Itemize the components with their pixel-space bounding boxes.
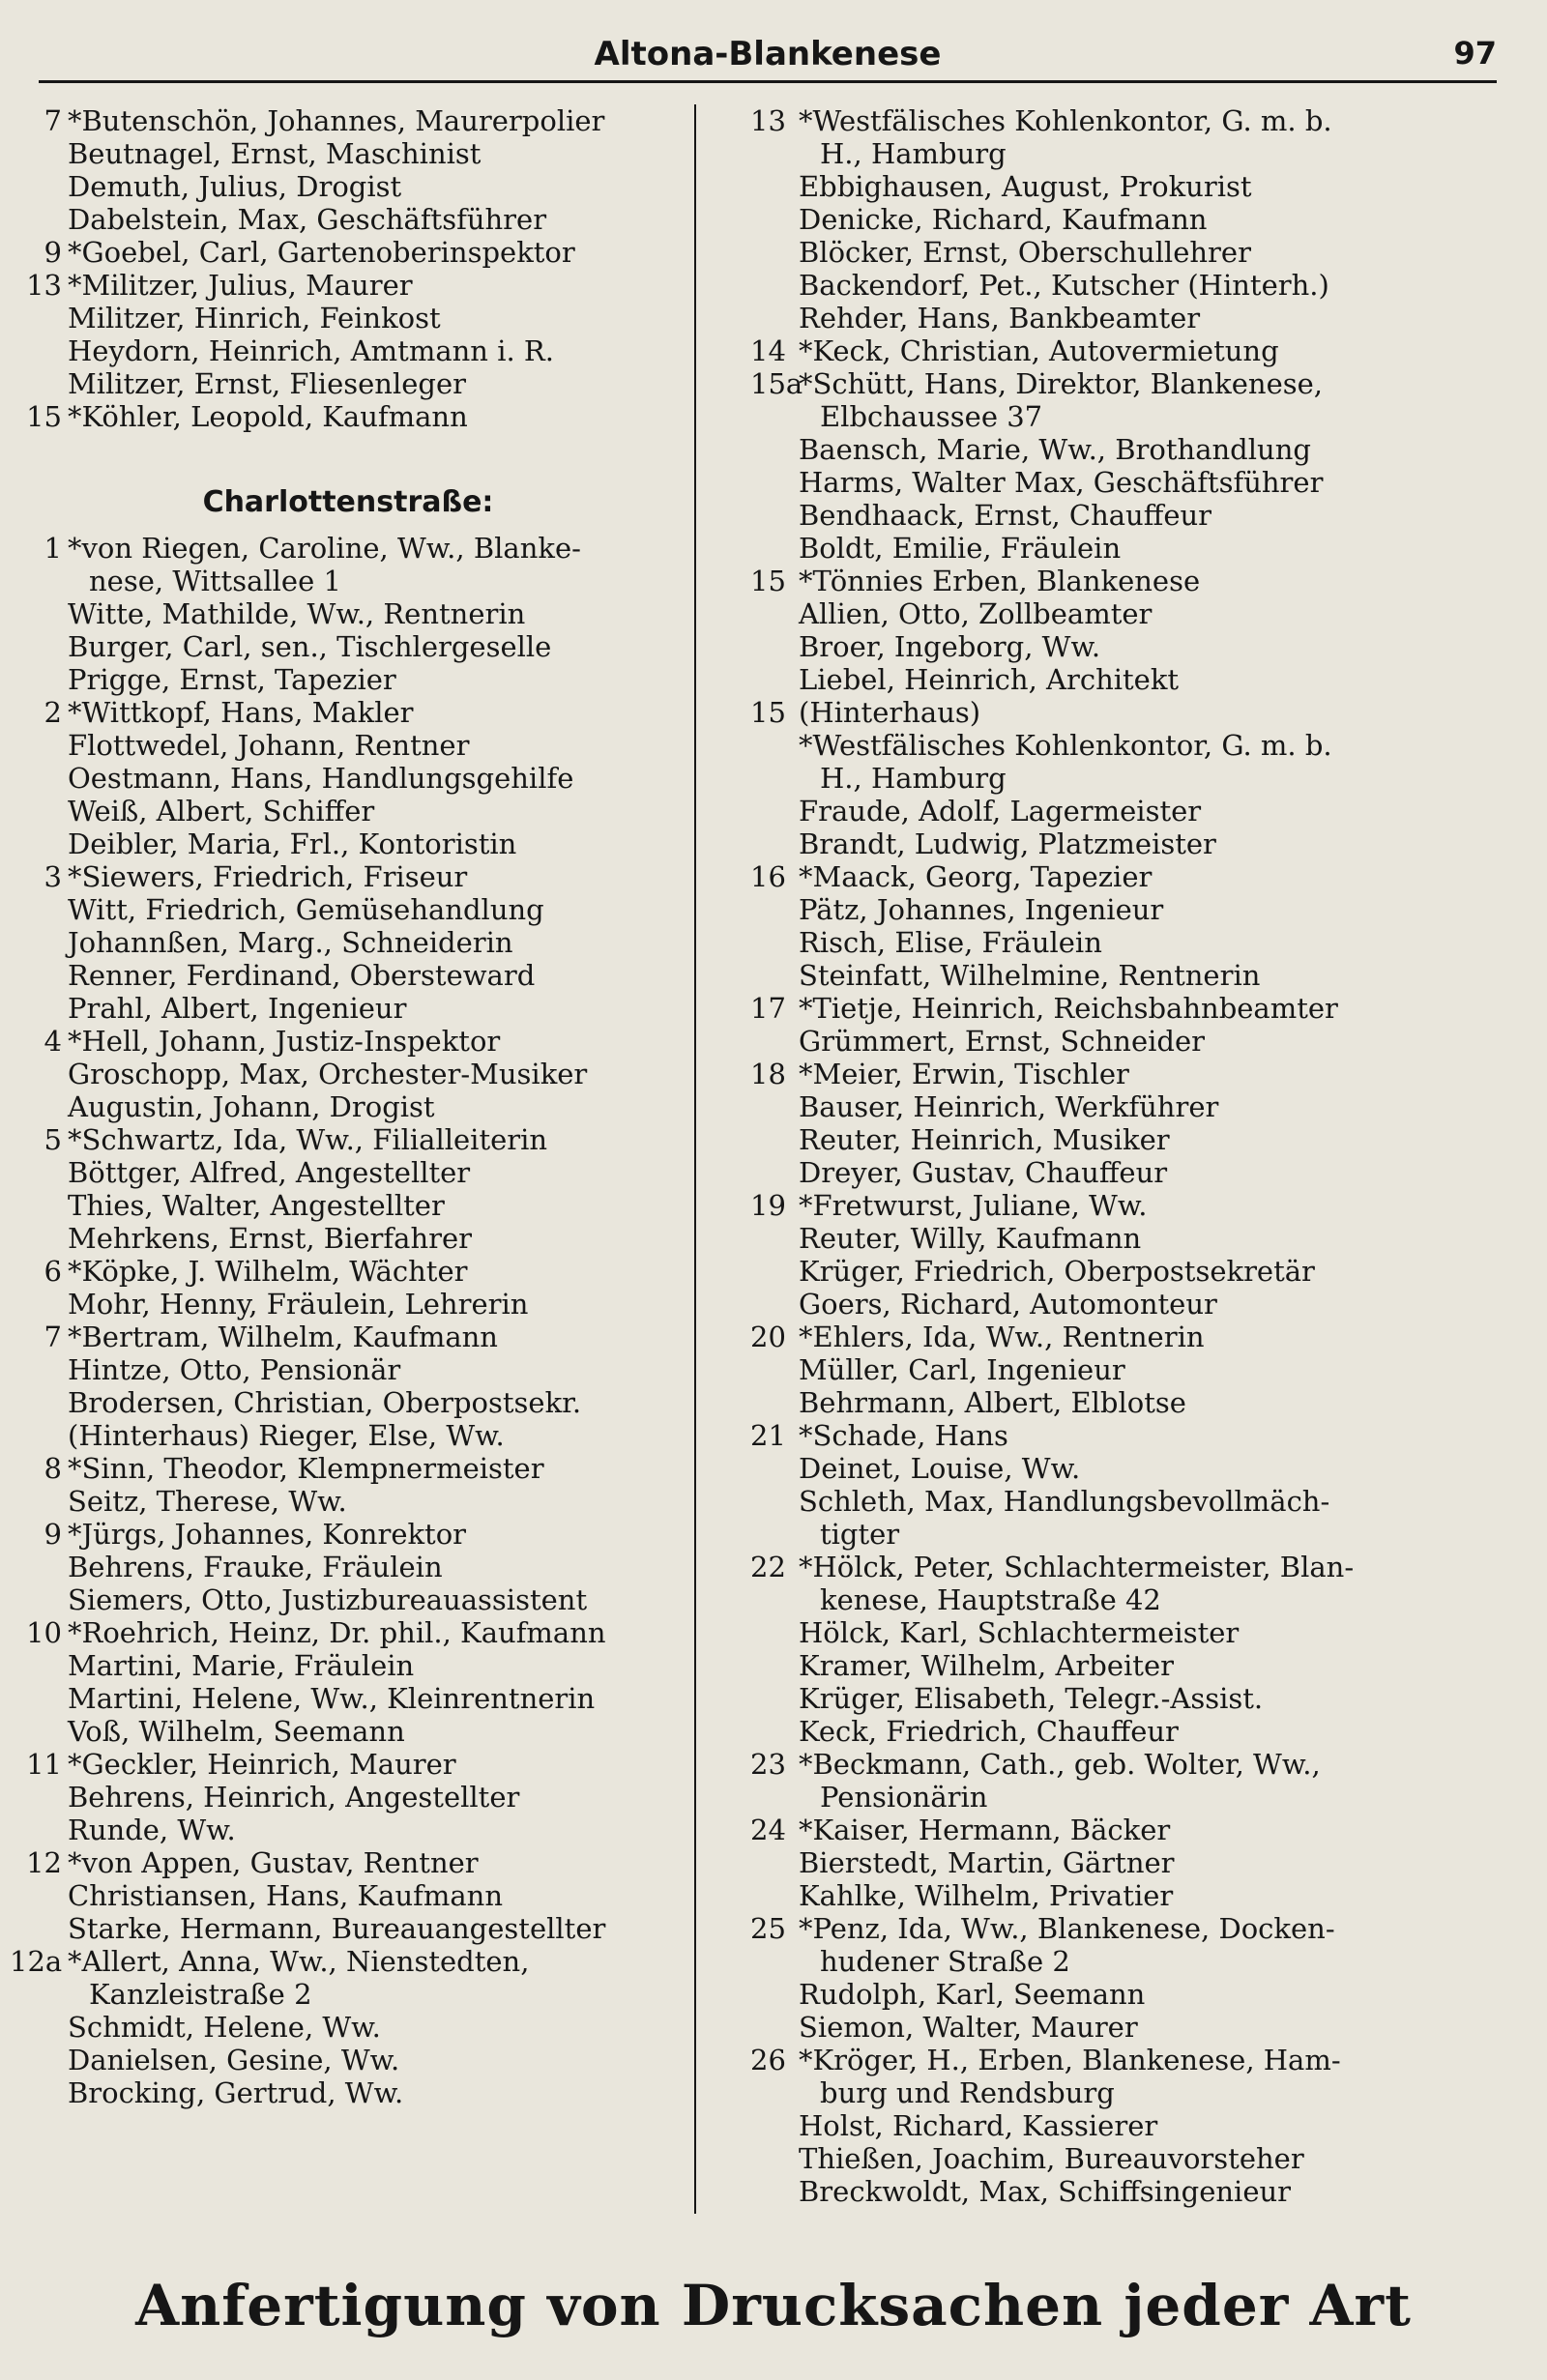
resident-text: Martini, Marie, Fräulein [68,1649,415,1682]
house-number: 25 [750,1912,786,1945]
resident-text: Brandt, Ludwig, Platzmeister [799,827,1216,860]
resident-text: Hintze, Otto, Pensionär [68,1353,401,1386]
directory-entry [712,499,1514,532]
resident-text: *Bertram, Wilhelm, Kaufmann [68,1321,498,1353]
directory-entry [712,1386,1514,1419]
directory-entry-house [10,1321,686,1353]
directory-entry [712,400,1514,433]
directory-entry-house [10,1846,686,1879]
column-divider [694,104,696,2214]
resident-text: *Siewers, Friedrich, Friseur [68,860,468,893]
resident-text: nese, Wittsallee 1 [89,565,341,597]
resident-text: Rudolph, Karl, Seemann [799,1978,1146,2011]
resident-text: *Militzer, Julius, Maurer [68,269,413,302]
directory-entry [712,269,1514,302]
directory-entry-house [712,696,1514,729]
directory-entry [10,1419,686,1452]
directory-entry [712,1649,1514,1682]
right-column [712,104,1514,2231]
directory-entry [10,302,686,334]
directory-entry [712,2109,1514,2142]
street-heading: Charlottenstraße: [202,485,494,519]
resident-text: Backendorf, Pet., Kutscher (Hinterh.) [799,269,1329,302]
resident-text: Behrens, Frauke, Fräulein [68,1551,443,1583]
resident-text: H., Hamburg [820,762,1007,795]
resident-text: Deinet, Louise, Ww. [799,1452,1081,1485]
resident-text: Steinfatt, Wilhelmine, Rentnerin [799,959,1261,992]
house-number: 22 [750,1551,786,1583]
directory-entry-house [10,860,686,893]
house-number: 6 [44,1255,62,1288]
directory-entry [10,1090,686,1123]
directory-entry [712,1518,1514,1551]
resident-text: Renner, Ferdinand, Obersteward [68,959,536,992]
resident-text: Siemon, Walter, Maurer [799,2011,1138,2044]
resident-text: Böttger, Alfred, Angestellter [68,1156,471,1189]
resident-text: burg und Rendsburg [820,2076,1115,2109]
directory-entry [712,203,1514,236]
resident-text: *Beckmann, Cath., geb. Wolter, Ww., [799,1748,1321,1781]
directory-entry [712,597,1514,630]
resident-text: Brocking, Gertrud, Ww. [68,2076,404,2109]
house-number: 3 [44,860,62,893]
resident-text: *Geckler, Heinrich, Maurer [68,1748,456,1781]
directory-entry-house [712,860,1514,893]
resident-text: *Meier, Erwin, Tischler [799,1058,1129,1090]
house-number: 7 [44,1321,62,1353]
house-number: 19 [750,1189,786,1222]
directory-entry [10,1879,686,1912]
directory-entry-house [10,696,686,729]
directory-entry [712,2175,1514,2208]
directory-entry [10,334,686,367]
directory-entry [10,1781,686,1814]
house-number: 10 [26,1616,62,1649]
directory-entry-house [712,367,1514,400]
directory-entry-house [10,1025,686,1058]
directory-entry-house [712,104,1514,137]
directory-entry [712,762,1514,795]
directory-entry [712,137,1514,170]
resident-text: Runde, Ww. [68,1814,236,1846]
resident-text: Augustin, Johann, Drogist [68,1090,435,1123]
directory-entry [712,1255,1514,1288]
house-number: 18 [750,1058,786,1090]
resident-text: *Hell, Johann, Justiz-Inspektor [68,1025,501,1058]
resident-text: Kahlke, Wilhelm, Privatier [799,1879,1174,1912]
resident-text: *Penz, Ida, Ww., Blankenese, Docken- [799,1912,1335,1945]
directory-entry [712,1945,1514,1978]
resident-text: Prahl, Albert, Ingenieur [68,992,407,1025]
resident-text: Liebel, Heinrich, Architekt [799,663,1180,696]
directory-entry [712,959,1514,992]
resident-text: Holst, Richard, Kassierer [799,2109,1158,2142]
directory-entry [10,2076,686,2109]
resident-text: Bauser, Heinrich, Werkführer [799,1090,1219,1123]
directory-entry-house [712,1419,1514,1452]
directory-entry [10,1814,686,1846]
directory-entry [10,630,686,663]
house-number: 24 [750,1814,786,1846]
directory-entry [712,466,1514,499]
resident-text: Goers, Richard, Automonteur [799,1288,1217,1321]
resident-text: Dreyer, Gustav, Chauffeur [799,1156,1168,1189]
directory-entry [712,795,1514,827]
directory-entry [712,1090,1514,1123]
directory-entry-house [10,269,686,302]
resident-text: Dabelstein, Max, Geschäftsführer [68,203,547,236]
directory-entry [712,1978,1514,2011]
house-number: 14 [750,334,786,367]
directory-entry [10,1189,686,1222]
resident-text: Schmidt, Helene, Ww. [68,2011,381,2044]
resident-text: Siemers, Otto, Justizbureauassistent [68,1583,588,1616]
directory-entry [712,1485,1514,1518]
house-number: 15a [750,367,803,400]
resident-text: Krüger, Elisabeth, Telegr.-Assist. [799,1682,1264,1715]
directory-entry [712,170,1514,203]
resident-text: Rehder, Hans, Bankbeamter [799,302,1201,334]
directory-entry-house [10,236,686,269]
house-number: 2 [44,696,62,729]
resident-text: *Tönnies Erben, Blankenese [799,565,1201,597]
resident-text: Danielsen, Gesine, Ww. [68,2044,400,2076]
directory-entry [10,1386,686,1419]
house-number: 16 [750,860,786,893]
resident-text: Hölck, Karl, Schlachtermeister [799,1616,1240,1649]
directory-entry [712,1353,1514,1386]
directory-entry-house [712,565,1514,597]
directory-entry [10,1978,686,2011]
directory-entry [10,565,686,597]
directory-entry [10,762,686,795]
resident-text: Schleth, Max, Handlungsbevollmäch- [799,1485,1330,1518]
resident-text: *Köpke, J. Wilhelm, Wächter [68,1255,468,1288]
directory-entry [712,236,1514,269]
resident-text: *Hölck, Peter, Schlachtermeister, Blan- [799,1551,1355,1583]
resident-text: Blöcker, Ernst, Oberschullehrer [799,236,1251,269]
directory-entry [712,1583,1514,1616]
directory-entry [10,926,686,959]
house-number: 9 [44,1518,62,1551]
directory-entry [712,1123,1514,1156]
directory-entry-house [10,1518,686,1551]
resident-text: *Tietje, Heinrich, Reichsbahnbeamter [799,992,1338,1025]
directory-entry [10,203,686,236]
directory-entry [712,893,1514,926]
house-number: 5 [44,1123,62,1156]
directory-entry [10,1551,686,1583]
resident-text: Weiß, Albert, Schiffer [68,795,375,827]
directory-entry-house [10,104,686,137]
directory-entry [712,532,1514,565]
resident-text: Christiansen, Hans, Kaufmann [68,1879,504,1912]
directory-entry-house [10,400,686,433]
resident-text: hudener Straße 2 [820,1945,1070,1978]
resident-text: Behrmann, Albert, Elblotse [799,1386,1186,1419]
house-number: 13 [750,104,786,137]
resident-text: Grümmert, Ernst, Schneider [799,1025,1205,1058]
directory-entry [10,1485,686,1518]
resident-text: *Roehrich, Heinz, Dr. phil., Kaufmann [68,1616,606,1649]
directory-entry [10,1288,686,1321]
house-number: 12a [10,1945,63,1978]
resident-text: Denicke, Richard, Kaufmann [799,203,1208,236]
directory-entry [10,827,686,860]
resident-text: Seitz, Therese, Ww. [68,1485,347,1518]
resident-text: Brodersen, Christian, Oberpostsekr. [68,1386,582,1419]
directory-entry [10,597,686,630]
resident-text: Thießen, Joachim, Bureauvorsteher [799,2142,1304,2175]
directory-entry-house [712,334,1514,367]
resident-text: Kramer, Wilhelm, Arbeiter [799,1649,1174,1682]
resident-text: *Schade, Hans [799,1419,1008,1452]
resident-text: Pätz, Johannes, Ingenieur [799,893,1164,926]
directory-entry [712,630,1514,663]
directory-entry [712,1616,1514,1649]
resident-text: Broer, Ingeborg, Ww. [799,630,1101,663]
resident-text: Baensch, Marie, Ww., Brothandlung [799,433,1311,466]
resident-text: Mohr, Henny, Fräulein, Lehrerin [68,1288,529,1321]
directory-entry [712,729,1514,762]
resident-text: Demuth, Julius, Drogist [68,170,402,203]
resident-text: Allien, Otto, Zollbeamter [799,597,1153,630]
directory-entry [712,1288,1514,1321]
resident-text: (Hinterhaus) [799,696,981,729]
directory-entry [712,827,1514,860]
directory-entry [10,1649,686,1682]
resident-text: *von Riegen, Caroline, Ww., Blanke- [68,532,581,565]
directory-entry [712,2076,1514,2109]
directory-entry [712,1156,1514,1189]
resident-text: Flottwedel, Johann, Rentner [68,729,470,762]
directory-entry [712,2142,1514,2175]
directory-entry-house [712,1551,1514,1583]
resident-text: Beutnagel, Ernst, Maschinist [68,137,482,170]
resident-text: *Kröger, H., Erben, Blankenese, Ham- [799,2044,1341,2076]
directory-entry-house [712,1748,1514,1781]
resident-text: Starke, Hermann, Bureauangestellter [68,1912,606,1945]
resident-text: *Sinn, Theodor, Klempnermeister [68,1452,544,1485]
resident-text: (Hinterhaus) Rieger, Else, Ww. [68,1419,505,1452]
resident-text: Bendhaack, Ernst, Chauffeur [799,499,1212,532]
resident-text: Oestmann, Hans, Handlungsgehilfe [68,762,574,795]
resident-text: Breckwoldt, Max, Schiffsingenieur [799,2175,1292,2208]
house-number: 4 [44,1025,62,1058]
directory-entry-house [10,532,686,565]
resident-text: Mehrkens, Ernst, Bierfahrer [68,1222,473,1255]
directory-entry [10,367,686,400]
house-number: 26 [750,2044,786,2076]
resident-text: Reuter, Willy, Kaufmann [799,1222,1142,1255]
house-number: 15 [26,400,62,433]
resident-text: Prigge, Ernst, Tapezier [68,663,396,696]
resident-text: Groschopp, Max, Orchester-Musiker [68,1058,588,1090]
resident-text: *Wittkopf, Hans, Makler [68,696,414,729]
house-number: 1 [44,532,62,565]
directory-entry [712,433,1514,466]
resident-text: Elbchaussee 37 [820,400,1043,433]
directory-entry-house [712,1912,1514,1945]
left-column [10,104,686,2231]
resident-text: *Westfälisches Kohlenkontor, G. m. b. [799,729,1332,762]
directory-entry [10,1682,686,1715]
directory-entry [712,2011,1514,2044]
directory-entry [712,302,1514,334]
directory-entry [712,1222,1514,1255]
resident-text: Militzer, Ernst, Fliesenleger [68,367,466,400]
resident-text: *Allert, Anna, Ww., Nienstedten, [68,1945,530,1978]
resident-text: Heydorn, Heinrich, Amtmann i. R. [68,334,554,367]
resident-text: Ebbighausen, August, Prokurist [799,170,1252,203]
resident-text: *Ehlers, Ida, Ww., Rentnerin [799,1321,1205,1353]
house-number: 20 [750,1321,786,1353]
house-number: 7 [44,104,62,137]
directory-entry [10,170,686,203]
directory-entry [712,1715,1514,1748]
resident-text: Martini, Helene, Ww., Kleinrentnerin [68,1682,596,1715]
directory-entry [10,663,686,696]
header-rule [39,80,1497,83]
directory-entry [712,1025,1514,1058]
resident-text: Boldt, Emilie, Fräulein [799,532,1122,565]
directory-entry-house [10,1123,686,1156]
page-header [39,29,1497,83]
directory-entry [10,729,686,762]
resident-text: *Fretwurst, Juliane, Ww. [799,1189,1148,1222]
directory-entry [10,1715,686,1748]
directory-entry [10,2011,686,2044]
resident-text: Witte, Mathilde, Ww., Rentnerin [68,597,526,630]
resident-text: Burger, Carl, sen., Tischlergeselle [68,630,552,663]
directory-entry [10,1058,686,1090]
resident-text: H., Hamburg [820,137,1007,170]
directory-entry [10,992,686,1025]
resident-text: tigter [820,1518,900,1551]
house-number: 21 [750,1419,786,1452]
resident-text: *Butenschön, Johannes, Maurerpolier [68,104,605,137]
resident-text: Voß, Wilhelm, Seemann [68,1715,405,1748]
directory-entry [10,1222,686,1255]
directory-entry [712,926,1514,959]
house-number: 11 [26,1748,62,1781]
directory-entry-house [10,1255,686,1288]
house-number: 15 [750,696,786,729]
directory-entry [10,893,686,926]
resident-text: *Maack, Georg, Tapezier [799,860,1153,893]
resident-text: *von Appen, Gustav, Rentner [68,1846,479,1879]
resident-text: *Kaiser, Hermann, Bäcker [799,1814,1171,1846]
resident-text: Thies, Walter, Angestellter [68,1189,445,1222]
directory-entry-house [10,1945,686,1978]
directory-entry [10,959,686,992]
directory-entry [10,1353,686,1386]
directory-entry-house [10,1616,686,1649]
directory-entry [712,1682,1514,1715]
resident-text: Risch, Elise, Fräulein [799,926,1102,959]
resident-text: Witt, Friedrich, Gemüsehandlung [68,893,544,926]
directory-entry [10,1912,686,1945]
directory-entry [712,1781,1514,1814]
resident-text: Bierstedt, Martin, Gärtner [799,1846,1175,1879]
resident-text: *Westfälisches Kohlenkontor, G. m. b. [799,104,1332,137]
directory-entry-house [10,1452,686,1485]
directory-entry-house [10,1748,686,1781]
house-number: 15 [750,565,786,597]
directory-entry [10,1156,686,1189]
resident-text: Reuter, Heinrich, Musiker [799,1123,1170,1156]
directory-entry [10,137,686,170]
resident-text: Fraude, Adolf, Lagermeister [799,795,1202,827]
resident-text: *Schütt, Hans, Direktor, Blankenese, [799,367,1324,400]
resident-text: Krüger, Friedrich, Oberpostsekretär [799,1255,1315,1288]
house-number: 13 [26,269,62,302]
page-number: 97 [1453,35,1497,72]
directory-entry-house [712,1189,1514,1222]
directory-entry [712,1846,1514,1879]
directory-entry [10,795,686,827]
house-number: 17 [750,992,786,1025]
resident-text: Pensionärin [820,1781,988,1814]
directory-entry-house [712,992,1514,1025]
house-number: 23 [750,1748,786,1781]
resident-text: Kanzleistraße 2 [89,1978,312,2011]
resident-text: Militzer, Hinrich, Feinkost [68,302,441,334]
directory-entry-house [712,1814,1514,1846]
directory-entry [10,1583,686,1616]
directory-entry-house [712,1058,1514,1090]
resident-text: *Keck, Christian, Autovermietung [799,334,1279,367]
page-title: Altona-Blankenese [594,35,942,73]
resident-text: Müller, Carl, Ingenieur [799,1353,1125,1386]
resident-text: Harms, Walter Max, Geschäftsführer [799,466,1324,499]
footer-advertisement: Anfertigung von Drucksachen jeder Art [135,2273,1412,2338]
directory-entry-house [712,1321,1514,1353]
resident-text: *Goebel, Carl, Gartenoberinspektor [68,236,575,269]
directory-entry [712,1879,1514,1912]
resident-text: *Jürgs, Johannes, Konrektor [68,1518,467,1551]
house-number: 12 [26,1846,62,1879]
resident-text: Keck, Friedrich, Chauffeur [799,1715,1179,1748]
house-number: 9 [44,236,62,269]
directory-entry [712,663,1514,696]
resident-text: kenese, Hauptstraße 42 [820,1583,1161,1616]
resident-text: *Schwartz, Ida, Ww., Filialleiterin [68,1123,548,1156]
resident-text: Johannßen, Marg., Schneiderin [68,926,513,959]
directory-entry [10,2044,686,2076]
directory-entry [712,1452,1514,1485]
house-number: 8 [44,1452,62,1485]
resident-text: Deibler, Maria, Frl., Kontoristin [68,827,517,860]
directory-entry-house [712,2044,1514,2076]
resident-text: *Köhler, Leopold, Kaufmann [68,400,468,433]
resident-text: Behrens, Heinrich, Angestellter [68,1781,520,1814]
